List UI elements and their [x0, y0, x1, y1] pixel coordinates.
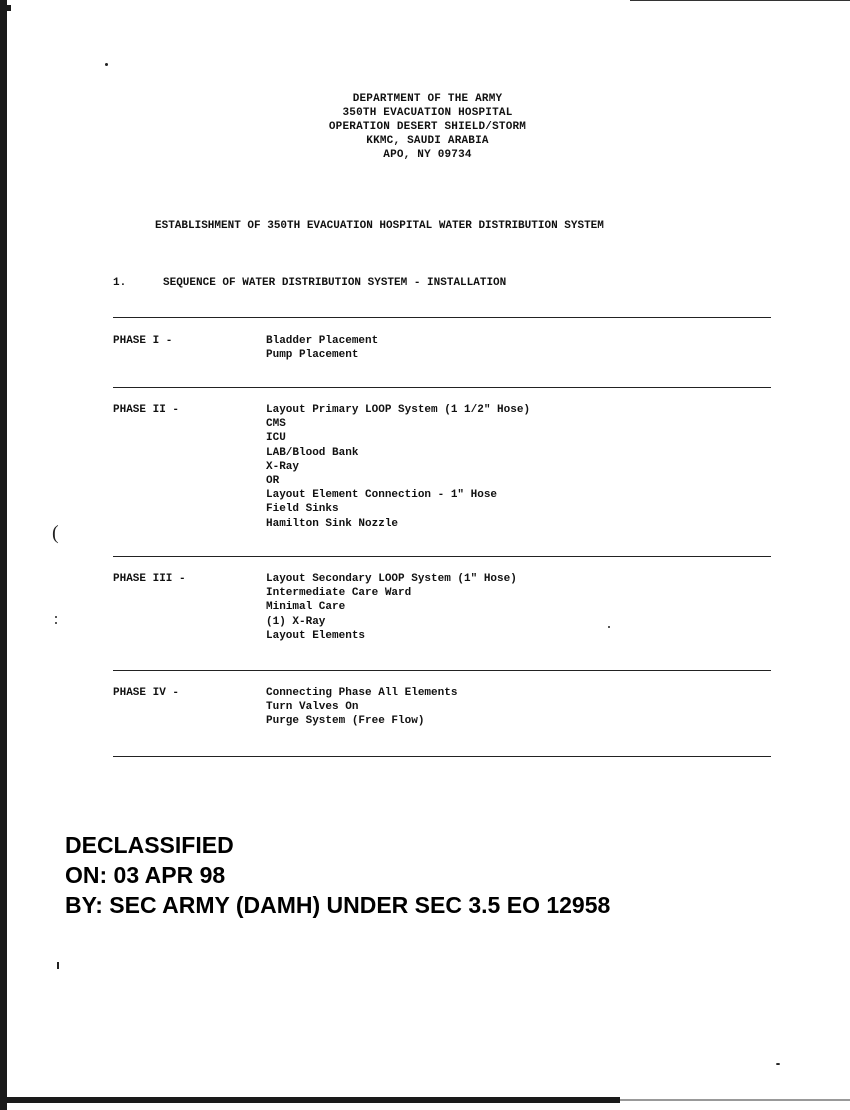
phase-item: Pump Placement	[266, 349, 359, 362]
section-number: 1.	[113, 277, 127, 289]
scan-edge-bottom	[0, 1097, 620, 1103]
phase-item: Turn Valves On	[266, 701, 359, 714]
phase-label: PHASE I -	[113, 335, 173, 347]
section-heading	[113, 277, 506, 289]
scan-edge-bottom-faint	[620, 1099, 850, 1101]
letterhead-unit: 350TH EVACUATION HOSPITAL	[342, 107, 513, 119]
phase-item: ICU	[266, 432, 286, 445]
phase-label: PHASE II -	[113, 404, 180, 416]
scan-edge-top	[630, 0, 850, 1]
letterhead-location: KKMC, SAUDI ARABIA	[366, 135, 489, 147]
letterhead-department: DEPARTMENT OF THE ARMY	[352, 93, 503, 105]
scan-mark: (	[52, 522, 59, 544]
phase-label: PHASE III -	[113, 573, 186, 585]
phase-item: Field Sinks	[266, 503, 339, 516]
phase-item: Hamilton Sink Nozzle	[266, 517, 399, 530]
letterhead-operation: OPERATION DESERT SHIELD/STORM	[328, 121, 527, 133]
phase-item: Layout Element Connection - 1" Hose	[266, 489, 498, 502]
declassified-authority: BY: SEC ARMY (DAMH) UNDER SEC 3.5 EO 12958	[65, 892, 611, 918]
phase-items	[266, 572, 517, 643]
phase-item: Connecting Phase All Elements	[266, 687, 458, 699]
divider	[113, 556, 771, 557]
divider	[113, 317, 771, 318]
phase-item: OR	[266, 475, 280, 488]
scan-speck	[57, 962, 59, 969]
phase-item: Layout Primary LOOP System (1 1/2" Hose)	[266, 404, 531, 416]
phase-item: Intermediate Care Ward	[266, 587, 412, 600]
letterhead-address: APO, NY 09734	[383, 149, 472, 161]
document-title: ESTABLISHMENT OF 350TH EVACUATION HOSPITAL WATER DISTRIBUTION SYSTEM	[155, 220, 604, 232]
phase-item: Layout Secondary LOOP System (1" Hose)	[266, 573, 517, 585]
scan-speck	[608, 626, 610, 628]
scan-speck	[55, 616, 57, 618]
scan-speck	[105, 63, 108, 66]
phase-items	[266, 334, 378, 362]
phase-item: X-Ray	[266, 460, 300, 473]
letterhead	[280, 92, 575, 162]
phase-item: CMS	[266, 418, 286, 431]
divider	[113, 756, 771, 757]
phase-item: (1) X-Ray	[266, 615, 326, 628]
scan-edge-left	[0, 0, 7, 1110]
section-title: SEQUENCE OF WATER DISTRIBUTION SYSTEM - INSTALLATION	[163, 277, 507, 289]
phase-item: LAB/Blood Bank	[266, 446, 359, 459]
divider	[113, 670, 771, 671]
phase-label: PHASE IV -	[113, 687, 180, 699]
declassified-date: ON: 03 APR 98	[65, 862, 226, 888]
phase-item: Minimal Care	[266, 601, 346, 614]
phase-item: Bladder Placement	[266, 335, 379, 347]
declassified-label: DECLASSIFIED	[65, 832, 234, 858]
phase-items	[266, 403, 530, 531]
phase-items	[266, 686, 457, 729]
divider	[113, 387, 771, 388]
phase-item: Purge System (Free Flow)	[266, 715, 425, 728]
scan-edge-notch	[0, 5, 11, 11]
phase-item: Layout Elements	[266, 629, 366, 642]
scan-speck	[55, 622, 57, 624]
declassification-stamp	[65, 830, 610, 920]
scan-speck	[776, 1063, 780, 1065]
